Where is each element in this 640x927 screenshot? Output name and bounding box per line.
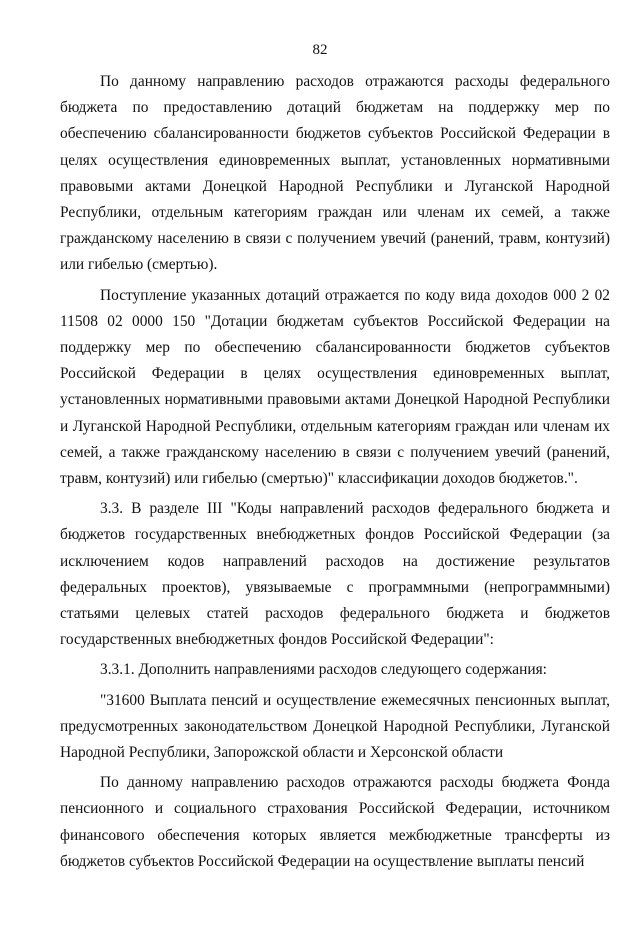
paragraph-section-3-3-1: 3.3.1. Дополнить направлениями расходов следующего содержания: [100,661,547,679]
page-number: 82 [312,42,328,58]
page-body [60,69,610,875]
paragraph-pension-fund-expenses: По данному направлению расходов отражаются расходы бюджета Фонда пенсионного и социального страхования Российской Федерации, источником финансового обеспечения которых является межбюджетные трансферты из бюджетов субъектов Российской Федерации на осуществление выплаты пенсий [60,774,610,870]
paragraph-subsidies-expenses: По данному направлению расходов отражаются расходы федерального бюджета по предоставлению дотаций бюджетам на поддержку мер по обеспечению сбалансированности бюджетов субъектов Российской Федерации в целях осуществления единовременных выплат, установленных нормативными правовыми актами Донецкой Народной Республики и Луганской Народной Республики, отдельным категориям граждан или членам их семей, а также гражданскому населению в связи с получением увечий (ранений, травм, контузий) или гибелью (смертью). [60,73,610,274]
paragraph-income-code: Поступление указанных дотаций отражается по коду вида доходов 000 2 02 11508 02 0000 150 "Дотации бюджетам субъектов Российской Федерации на поддержку мер по обеспечению сбалансированности бюджетов субъектов Российской Федерации в целях осуществления единовременных выплат, установленных нормативными правовыми актами Донецкой Народной Республики и Луганской Народной Республики, отдельным категориям граждан или членам их семей, а также гражданскому населению в связи с получением увечий (ранений, травм, контузий) или гибелью (смертью)" классификации доходов бюджетов.". [60,286,610,488]
paragraph-section-3-3: 3.3. В разделе III "Коды направлений расходов федерального бюджета и бюджетов государственных внебюджетных фондов Российской Федерации (за исключением кодов направлений расходов на достижение результатов федеральных проектов), увязываемые с программными (непрограммными) статьями целевых статей расходов федерального бюджета и бюджетов государственных внебюджетных фондов Российской Федерации": [60,500,610,649]
paragraph-code-31600: "31600 Выплата пенсий и осуществление ежемесячных пенсионных выплат, предусмотренных законодательством Донецкой Народной Республики, Луганской Народной Республики, Запорожской области и Херсонской области [60,691,610,762]
